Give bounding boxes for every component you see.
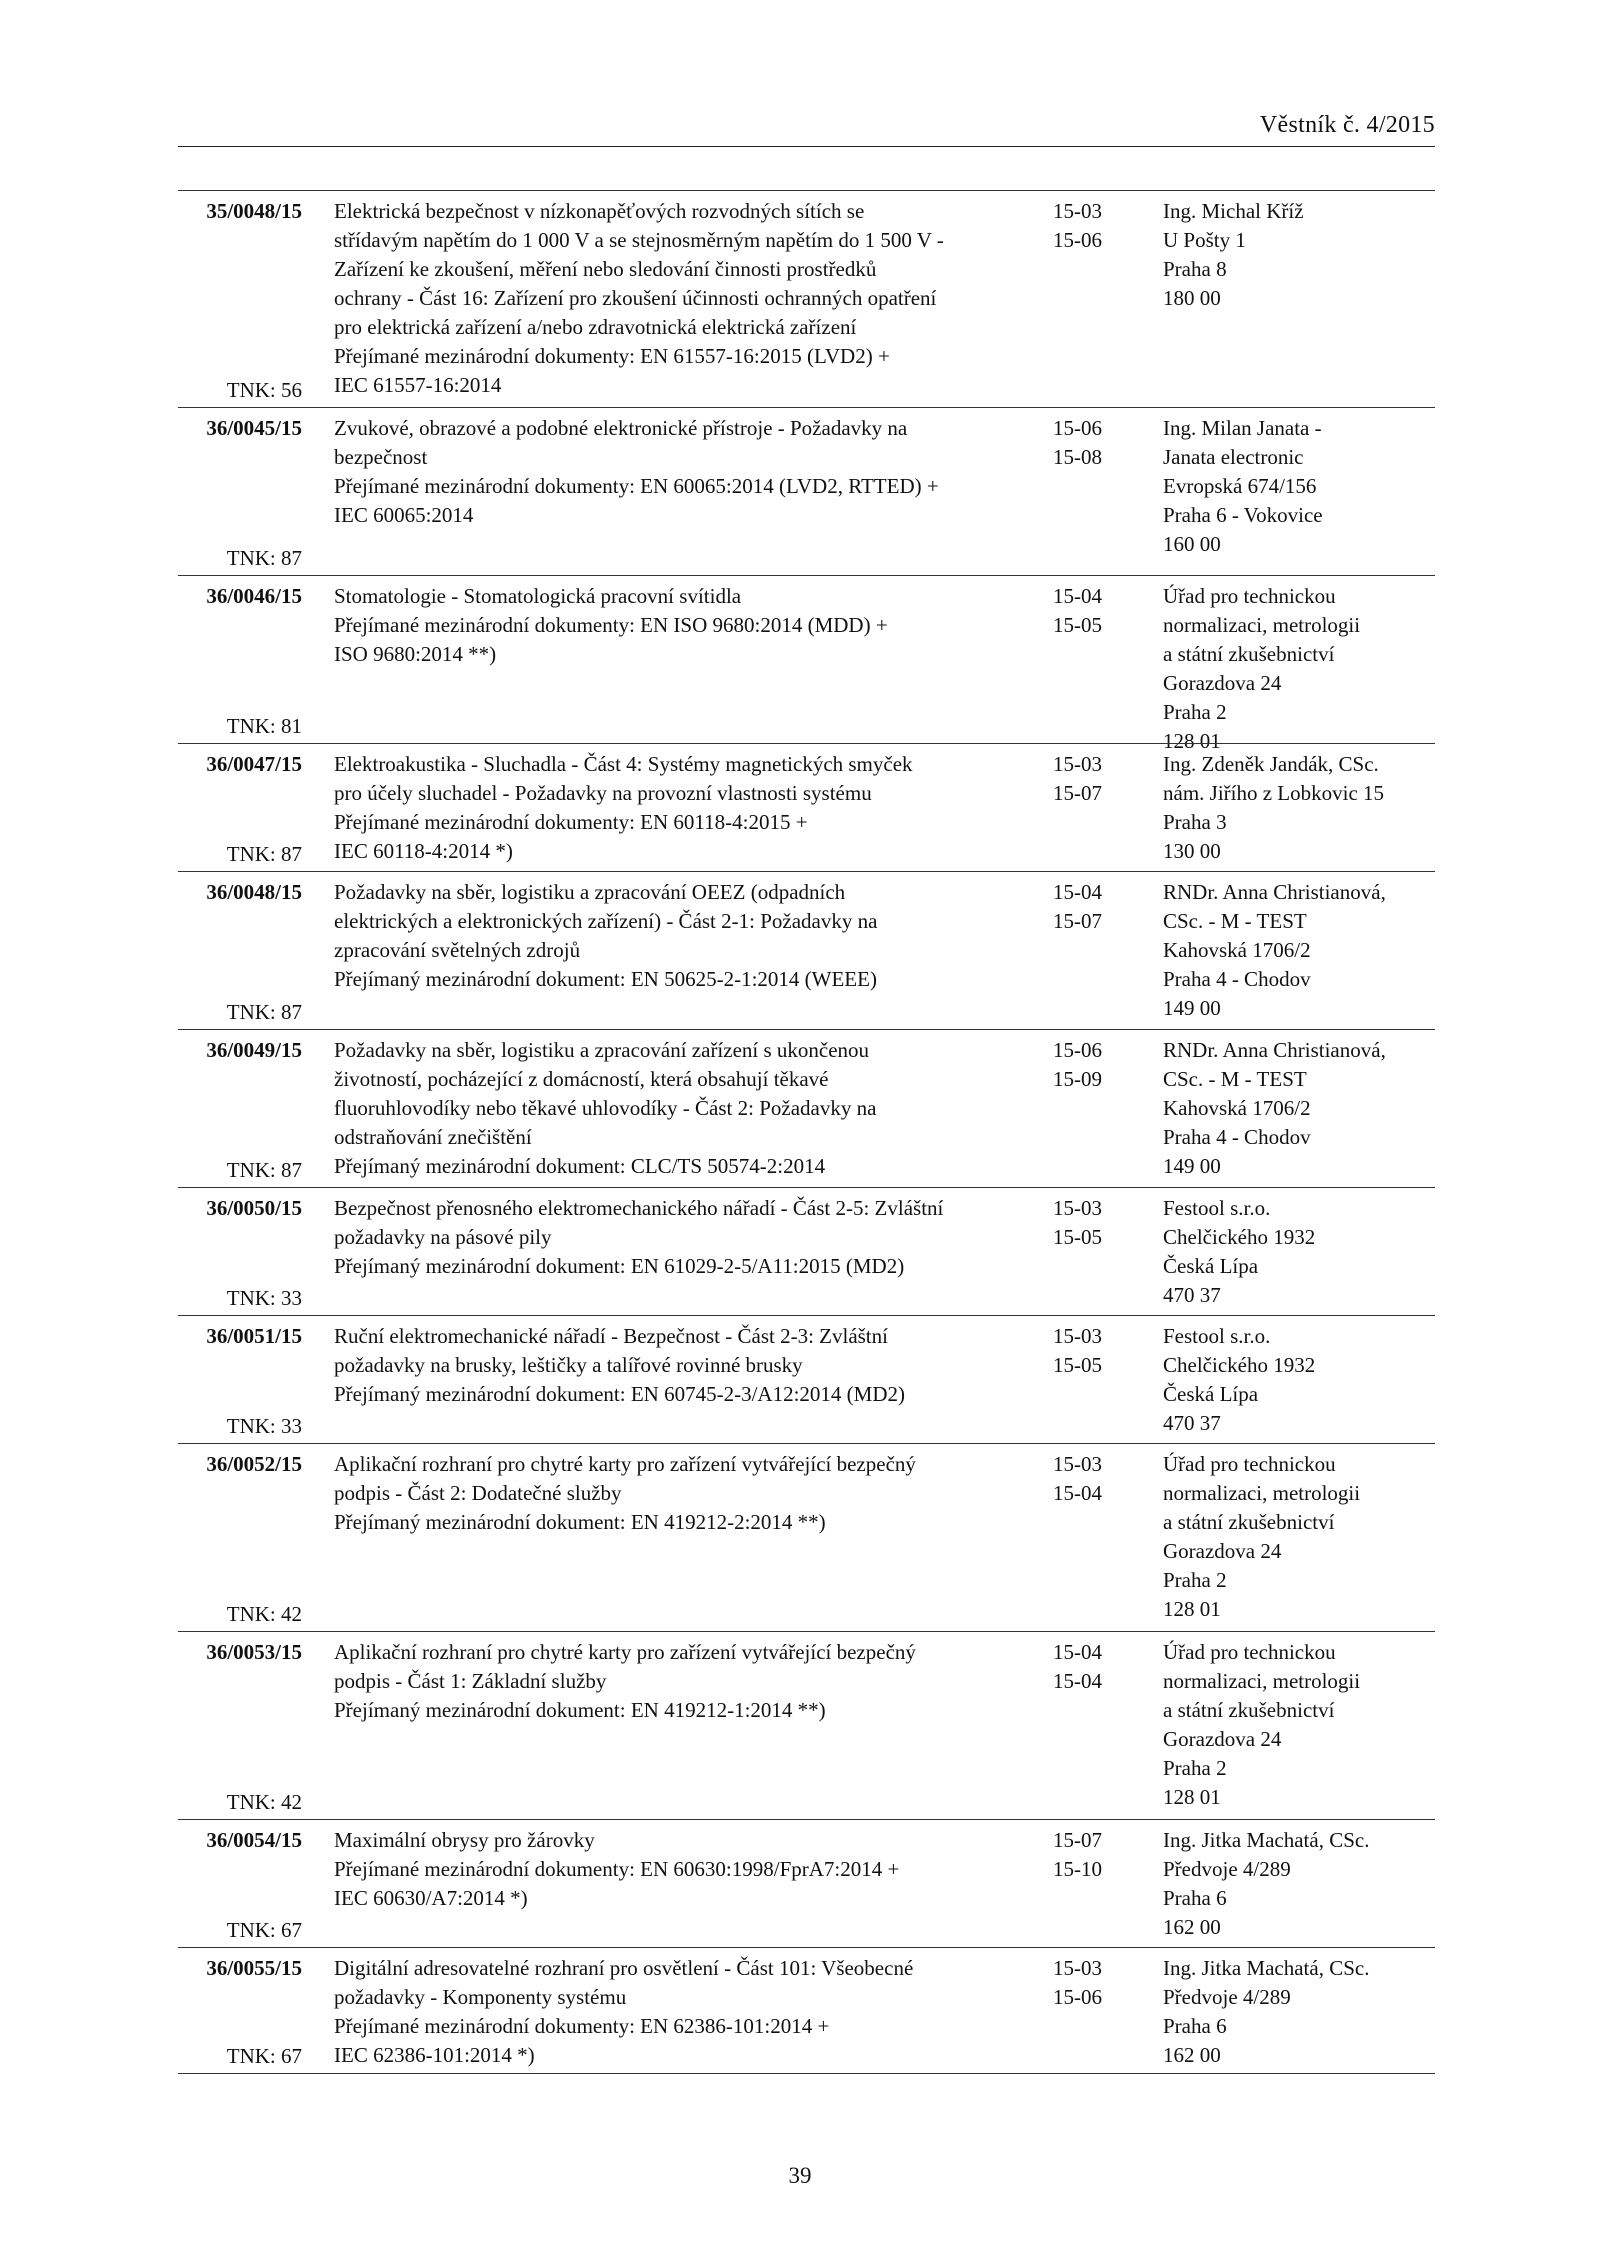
entry-address-line: Praha 6 bbox=[1163, 2014, 1227, 2038]
entry-title-line: Ruční elektromechanické nářadí - Bezpečnost - Část 2-3: Zvláštní bbox=[334, 1324, 888, 1348]
entry-code: 15-03 bbox=[1053, 1452, 1102, 1476]
entry-address bbox=[1163, 1954, 1443, 2070]
entry-address-line: 162 00 bbox=[1163, 1915, 1221, 1939]
entry-title-line: Požadavky na sběr, logistiku a zpracování zařízení s ukončenou bbox=[334, 1038, 870, 1062]
entry-code: 15-06 bbox=[1053, 1985, 1102, 2009]
entry-title bbox=[334, 582, 1039, 669]
entry-address bbox=[1163, 582, 1443, 756]
entry-address-line: RNDr. Anna Christianová, bbox=[1163, 880, 1386, 904]
entry-address-line: Praha 2 bbox=[1163, 1756, 1227, 1780]
entry-tnk: TNK: 33 bbox=[226, 1286, 302, 1310]
entry-address bbox=[1163, 1450, 1443, 1624]
entry-codes bbox=[1053, 750, 1143, 808]
entry-number: 36/0055/15 bbox=[206, 1956, 302, 1980]
entry-address bbox=[1163, 1194, 1443, 1310]
entry-address-line: Praha 4 - Chodov bbox=[1163, 1125, 1311, 1149]
entry-tnk: TNK: 42 bbox=[226, 1790, 302, 1814]
entry-title bbox=[334, 1954, 1039, 2070]
entry-title-line: Přejímané mezinárodní dokumenty: EN 61557-16:2015 (LVD2) + bbox=[334, 344, 890, 368]
entry-code: 15-07 bbox=[1053, 1828, 1102, 1852]
entry-title-line: Zařízení ke zkoušení, měření nebo sledování činnosti prostředků bbox=[334, 257, 877, 281]
entry-address-line: Kahovská 1706/2 bbox=[1163, 1096, 1311, 1120]
entry-title bbox=[334, 1450, 1039, 1537]
entry-codes bbox=[1053, 197, 1143, 255]
entry-address-line: Úřad pro technickou bbox=[1163, 1640, 1336, 1664]
entry-code: 15-10 bbox=[1053, 1857, 1102, 1881]
entry-code: 15-07 bbox=[1053, 781, 1102, 805]
entry-title-line: Přejímaný mezinárodní dokument: EN 61029-2-5/A11:2015 (MD2) bbox=[334, 1254, 905, 1278]
entry-title-line: Aplikační rozhraní pro chytré karty pro zařízení vytvářející bezpečný bbox=[334, 1452, 916, 1476]
entry-number: 36/0047/15 bbox=[206, 752, 302, 776]
entry-number: 35/0048/15 bbox=[206, 199, 302, 223]
entry-title-line: odstraňování znečištění bbox=[334, 1125, 532, 1149]
entry-title-line: Přejímaný mezinárodní dokument: EN 60745-2-3/A12:2014 (MD2) bbox=[334, 1382, 905, 1406]
entry-address-line: Praha 2 bbox=[1163, 1568, 1227, 1592]
standard-entry bbox=[178, 1631, 1435, 1819]
entry-address-line: a státní zkušebnictví bbox=[1163, 1698, 1335, 1722]
entry-address-line: Ing. Milan Janata - bbox=[1163, 416, 1322, 440]
standard-entry bbox=[178, 1819, 1435, 1947]
entry-code: 15-03 bbox=[1053, 1196, 1102, 1220]
entry-address-line: Praha 6 bbox=[1163, 1886, 1227, 1910]
entry-title-line: Stomatologie - Stomatologická pracovní svítidla bbox=[334, 584, 742, 608]
entry-address bbox=[1163, 1036, 1443, 1181]
entry-codes bbox=[1053, 1194, 1143, 1252]
entry-address-line: a státní zkušebnictví bbox=[1163, 642, 1335, 666]
entry-address bbox=[1163, 750, 1443, 866]
entry-address-line: normalizaci, metrologii bbox=[1163, 1669, 1361, 1693]
entry-address-line: Česká Lípa bbox=[1163, 1254, 1259, 1278]
entry-number: 36/0051/15 bbox=[206, 1324, 302, 1348]
entry-code: 15-04 bbox=[1053, 880, 1102, 904]
entry-codes bbox=[1053, 878, 1143, 936]
entry-codes bbox=[1053, 1954, 1143, 2012]
entry-address-line: U Pošty 1 bbox=[1163, 228, 1246, 252]
entry-title-line: Přejímané mezinárodní dokumenty: EN 62386-101:2014 + bbox=[334, 2014, 830, 2038]
entry-title-line: střídavým napětím do 1 000 V a se stejnosměrným napětím do 1 500 V - bbox=[334, 228, 944, 252]
entry-address-line: Úřad pro technickou bbox=[1163, 584, 1336, 608]
entry-code: 15-08 bbox=[1053, 445, 1102, 469]
entry-number: 36/0053/15 bbox=[206, 1640, 302, 1664]
entry-address-line: 128 01 bbox=[1163, 729, 1221, 753]
standard-entry bbox=[178, 871, 1435, 1029]
entry-title bbox=[334, 1194, 1039, 1281]
entry-address-line: 128 01 bbox=[1163, 1785, 1221, 1809]
entry-address-line: 149 00 bbox=[1163, 1154, 1221, 1178]
entry-title-line: Přejímaný mezinárodní dokument: EN 419212-1:2014 **) bbox=[334, 1698, 826, 1722]
entry-title bbox=[334, 1036, 1039, 1181]
entry-address-line: 470 37 bbox=[1163, 1411, 1221, 1435]
entry-title-line: podpis - Část 1: Základní služby bbox=[334, 1669, 607, 1693]
entry-address-line: a státní zkušebnictví bbox=[1163, 1510, 1335, 1534]
entry-title-line: IEC 60630/A7:2014 *) bbox=[334, 1886, 528, 1910]
entry-title bbox=[334, 878, 1039, 994]
entry-codes bbox=[1053, 582, 1143, 640]
entry-title-line: ISO 9680:2014 **) bbox=[334, 642, 497, 666]
entry-code: 15-04 bbox=[1053, 584, 1102, 608]
entry-address-line: 180 00 bbox=[1163, 286, 1221, 310]
entry-codes bbox=[1053, 1826, 1143, 1884]
entry-address-line: Česká Lípa bbox=[1163, 1382, 1259, 1406]
standard-entry bbox=[178, 1029, 1435, 1187]
entry-tnk: TNK: 42 bbox=[226, 1602, 302, 1626]
entry-address bbox=[1163, 1322, 1443, 1438]
entry-title-line: fluoruhlovodíky nebo těkavé uhlovodíky - Část 2: Požadavky na bbox=[334, 1096, 877, 1120]
entry-address-line: Předvoje 4/289 bbox=[1163, 1857, 1291, 1881]
standard-entry bbox=[178, 1187, 1435, 1315]
entry-title-line: Požadavky na sběr, logistiku a zpracování OEEZ (odpadních bbox=[334, 880, 846, 904]
entry-address-line: Gorazdova 24 bbox=[1163, 1539, 1282, 1563]
entry-title bbox=[334, 750, 1039, 866]
entry-codes bbox=[1053, 1638, 1143, 1696]
entry-address-line: Gorazdova 24 bbox=[1163, 671, 1282, 695]
standard-entry bbox=[178, 190, 1435, 407]
entry-code: 15-06 bbox=[1053, 1038, 1102, 1062]
entry-number: 36/0046/15 bbox=[206, 584, 302, 608]
entry-code: 15-05 bbox=[1053, 1353, 1102, 1377]
entry-address-line: nám. Jiřího z Lobkovic 15 bbox=[1163, 781, 1385, 805]
entry-address bbox=[1163, 878, 1443, 1023]
entry-code: 15-04 bbox=[1053, 1640, 1102, 1664]
entry-title-line: Přejímaný mezinárodní dokument: CLC/TS 50574-2:2014 bbox=[334, 1154, 826, 1178]
entry-number: 36/0052/15 bbox=[206, 1452, 302, 1476]
entry-tnk: TNK: 87 bbox=[226, 1158, 302, 1182]
entry-number: 36/0049/15 bbox=[206, 1038, 302, 1062]
entry-title-line: IEC 60065:2014 bbox=[334, 503, 474, 527]
entry-code: 15-05 bbox=[1053, 1225, 1102, 1249]
entry-code: 15-06 bbox=[1053, 416, 1102, 440]
entry-title-line: elektrických a elektronických zařízení) - Část 2-1: Požadavky na bbox=[334, 909, 878, 933]
entry-code: 15-07 bbox=[1053, 909, 1102, 933]
entry-title-line: zpracování světelných zdrojů bbox=[334, 938, 581, 962]
bulletin-title: Věstník č. 4/2015 bbox=[1259, 112, 1435, 138]
entry-title-line: bezpečnost bbox=[334, 445, 428, 469]
entry-address-line: Ing. Michal Kříž bbox=[1163, 199, 1304, 223]
entry-address-line: RNDr. Anna Christianová, bbox=[1163, 1038, 1386, 1062]
entry-address-line: Chelčického 1932 bbox=[1163, 1353, 1316, 1377]
entry-address-line: Předvoje 4/289 bbox=[1163, 1985, 1291, 2009]
entry-tnk: TNK: 67 bbox=[226, 2044, 302, 2068]
entry-title-line: Maximální obrysy pro žárovky bbox=[334, 1828, 595, 1852]
entry-tnk: TNK: 33 bbox=[226, 1414, 302, 1438]
entry-tnk: TNK: 87 bbox=[226, 842, 302, 866]
entry-title-line: Přejímaný mezinárodní dokument: EN 419212-2:2014 **) bbox=[334, 1510, 826, 1534]
standard-entry bbox=[178, 575, 1435, 753]
entry-address-line: Ing. Zdeněk Jandák, CSc. bbox=[1163, 752, 1379, 776]
standard-entry bbox=[178, 407, 1435, 575]
entry-title-line: požadavky - Komponenty systému bbox=[334, 1985, 627, 2009]
entry-title-line: IEC 61557-16:2014 bbox=[334, 373, 502, 397]
page-header bbox=[178, 110, 1435, 147]
entry-address bbox=[1163, 1826, 1443, 1942]
entry-address-line: Úřad pro technickou bbox=[1163, 1452, 1336, 1476]
entry-tnk: TNK: 56 bbox=[226, 378, 302, 402]
entry-title-line: podpis - Část 2: Dodatečné služby bbox=[334, 1481, 622, 1505]
entry-title-line: Elektroakustika - Sluchadla - Část 4: Systémy magnetických smyček bbox=[334, 752, 913, 776]
entry-title bbox=[334, 1322, 1039, 1409]
entry-title bbox=[334, 197, 1039, 400]
standard-entry bbox=[178, 743, 1435, 871]
entry-codes bbox=[1053, 1036, 1143, 1094]
entry-number: 36/0054/15 bbox=[206, 1828, 302, 1852]
entry-title-line: IEC 62386-101:2014 *) bbox=[334, 2043, 535, 2067]
entry-address-line: normalizaci, metrologii bbox=[1163, 1481, 1361, 1505]
entry-code: 15-06 bbox=[1053, 228, 1102, 252]
entry-title bbox=[334, 1638, 1039, 1725]
entry-codes bbox=[1053, 414, 1143, 472]
page-number: 39 bbox=[788, 2163, 812, 2188]
entry-title-line: Digitální adresovatelné rozhraní pro osvětlení - Část 101: Všeobecné bbox=[334, 1956, 914, 1980]
entry-address-line: Gorazdova 24 bbox=[1163, 1727, 1282, 1751]
entry-codes bbox=[1053, 1450, 1143, 1508]
entry-codes bbox=[1053, 1322, 1143, 1380]
entry-address bbox=[1163, 414, 1443, 559]
entry-address-line: 128 01 bbox=[1163, 1597, 1221, 1621]
entry-address-line: CSc. - M - TEST bbox=[1163, 909, 1307, 933]
entry-address-line: Kahovská 1706/2 bbox=[1163, 938, 1311, 962]
entry-title-line: pro účely sluchadel - Požadavky na provozní vlastnosti systému bbox=[334, 781, 872, 805]
entry-tnk: TNK: 67 bbox=[226, 1918, 302, 1942]
entry-address-line: Ing. Jitka Machatá, CSc. bbox=[1163, 1828, 1370, 1852]
standards-list bbox=[178, 190, 1435, 2074]
entry-address-line: Chelčického 1932 bbox=[1163, 1225, 1316, 1249]
entry-title-line: Přejímaný mezinárodní dokument: EN 50625-2-1:2014 (WEEE) bbox=[334, 967, 877, 991]
entry-tnk: TNK: 87 bbox=[226, 1000, 302, 1024]
entry-title-line: Přejímané mezinárodní dokumenty: EN ISO 9680:2014 (MDD) + bbox=[334, 613, 888, 637]
entry-address-line: Evropská 674/156 bbox=[1163, 474, 1317, 498]
entry-title-line: pro elektrická zařízení a/nebo zdravotnická elektrická zařízení bbox=[334, 315, 857, 339]
entry-number: 36/0050/15 bbox=[206, 1196, 302, 1220]
entry-code: 15-04 bbox=[1053, 1669, 1102, 1693]
entry-title-line: Elektrická bezpečnost v nízkonapěťových rozvodných sítích se bbox=[334, 199, 865, 223]
entry-address-line: Janata electronic bbox=[1163, 445, 1304, 469]
standard-entry bbox=[178, 1315, 1435, 1443]
entry-address-line: Praha 2 bbox=[1163, 700, 1227, 724]
entry-title-line: Aplikační rozhraní pro chytré karty pro zařízení vytvářející bezpečný bbox=[334, 1640, 916, 1664]
entry-title bbox=[334, 1826, 1039, 1913]
entry-code: 15-03 bbox=[1053, 1956, 1102, 1980]
entry-title-line: Zvukové, obrazové a podobné elektronické přístroje - Požadavky na bbox=[334, 416, 908, 440]
entry-code: 15-04 bbox=[1053, 1481, 1102, 1505]
entry-title-line: Přejímané mezinárodní dokumenty: EN 60630:1998/FprA7:2014 + bbox=[334, 1857, 900, 1881]
entry-address-line: 130 00 bbox=[1163, 839, 1221, 863]
entry-address-line: Praha 6 - Vokovice bbox=[1163, 503, 1323, 527]
entry-title-line: Přejímané mezinárodní dokumenty: EN 60065:2014 (LVD2, RTTED) + bbox=[334, 474, 939, 498]
entry-address-line: Festool s.r.o. bbox=[1163, 1324, 1271, 1348]
entry-address bbox=[1163, 1638, 1443, 1812]
entry-address-line: CSc. - M - TEST bbox=[1163, 1067, 1307, 1091]
entry-code: 15-03 bbox=[1053, 752, 1102, 776]
entry-tnk: TNK: 87 bbox=[226, 546, 302, 570]
entry-title-line: Přejímané mezinárodní dokumenty: EN 60118-4:2015 + bbox=[334, 810, 808, 834]
entry-address-line: Festool s.r.o. bbox=[1163, 1196, 1271, 1220]
entry-title-line: Bezpečnost přenosného elektromechanického nářadí - Část 2-5: Zvláštní bbox=[334, 1196, 944, 1220]
entry-code: 15-03 bbox=[1053, 199, 1102, 223]
entry-tnk: TNK: 81 bbox=[226, 714, 302, 738]
entry-code: 15-03 bbox=[1053, 1324, 1102, 1348]
entry-address-line: Praha 8 bbox=[1163, 257, 1227, 281]
standard-entry bbox=[178, 1443, 1435, 1631]
entry-number: 36/0045/15 bbox=[206, 416, 302, 440]
entry-address bbox=[1163, 197, 1443, 313]
entry-address-line: Ing. Jitka Machatá, CSc. bbox=[1163, 1956, 1370, 1980]
entry-title bbox=[334, 414, 1039, 530]
entry-code: 15-05 bbox=[1053, 613, 1102, 637]
entry-address-line: Praha 4 - Chodov bbox=[1163, 967, 1311, 991]
entry-address-line: normalizaci, metrologii bbox=[1163, 613, 1361, 637]
entry-address-line: 149 00 bbox=[1163, 996, 1221, 1020]
entry-title-line: životností, pocházející z domácností, která obsahují těkavé bbox=[334, 1067, 829, 1091]
entry-code: 15-09 bbox=[1053, 1067, 1102, 1091]
entry-title-line: požadavky na brusky, leštičky a talířové rovinné brusky bbox=[334, 1353, 803, 1377]
entry-title-line: IEC 60118-4:2014 *) bbox=[334, 839, 513, 863]
entry-address-line: 470 37 bbox=[1163, 1283, 1221, 1307]
entry-number: 36/0048/15 bbox=[206, 880, 302, 904]
entry-title-line: ochrany - Část 16: Zařízení pro zkoušení účinnosti ochranných opatření bbox=[334, 286, 937, 310]
entry-address-line: Praha 3 bbox=[1163, 810, 1227, 834]
entry-address-line: 162 00 bbox=[1163, 2043, 1221, 2067]
standard-entry bbox=[178, 1947, 1435, 2074]
entry-address-line: 160 00 bbox=[1163, 532, 1221, 556]
entry-title-line: požadavky na pásové pily bbox=[334, 1225, 552, 1249]
